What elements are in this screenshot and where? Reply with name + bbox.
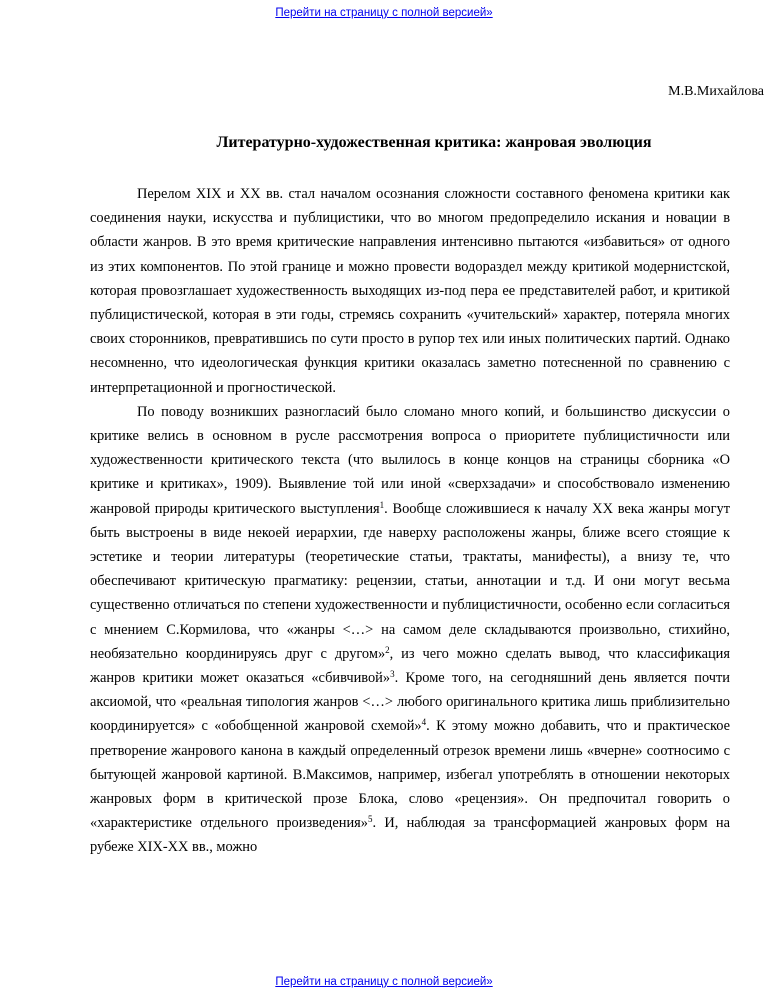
author-name: М.В.Михайлова [668,84,764,99]
paragraph-2-part-e: . К этому можно добавить, что и практическое претворение жанрового канона в каждый определенный отрезок времени лишь «вчерне» соотносимо с бытующей жанровой картиной. В.Максимов, например, избегал употреблять в отношении некоторых жанровых форм в критической прозе Блока, слово «рецензия». Он предпочитал говорить о «характеристике отдельного произведения» [90,718,731,832]
paragraph-2-part-b: . Вообще сложившиеся к началу XX века жанры могут быть выстроены в виде некоей иерархии, где наверху расположены жанры, ближе всего стоящие к эстетике и теории литературы (теоретические статьи, трактаты, манифесты), а внизу те, что обеспечивают критическую прагматику: рецензии, статьи, аннотации и т.д. И они могут весьма существенно отличаться по степени художественности и публицистичности, особенно если согласиться с мнением С.Кормилова, что «жанры <…> на самом деле складываются произвольно, стихийно, необязательно координируясь друг с другом» [90,500,730,662]
paragraph-2-part-a: По поводу возникших разногласий было сломано много копий, и большинство дискуссии о критике велись в основном в русле рассмотрения вопроса о приоритете публицистичности или художественности критического текста (что вылилось в конце концов на страницы сборника «О критике и критиках», 1909). Выявление той или иной «сверхзадачи» и способствовало изменению жанровой природы критического выступления [90,403,730,517]
document-title [0,133,768,153]
full-version-link-bottom[interactable]: Перейти на страницу с полной версией» [275,976,493,988]
full-version-link-top[interactable]: Перейти на страницу с полной версией» [275,7,493,19]
paragraph-2-part-c: , из чего можно сделать вывод, что классификация жанров критики может оказаться «сбивчивой» [90,645,730,687]
footnote-ref-5[interactable]: 5 [367,814,373,825]
paragraph-2-part-f: . И, наблюдая за трансформацией жанровых форм на рубеже XIX-XX вв., можно [90,815,730,856]
footnote-ref-3[interactable]: 3 [390,669,395,680]
document-body [90,182,730,860]
top-full-version-link-container [0,7,768,19]
paragraph-2 [90,400,730,860]
footnote-ref-2[interactable]: 2 [385,644,390,655]
footnote-ref-4[interactable]: 4 [421,717,427,728]
paragraph-1: Перелом XIX и XX вв. стал началом осознания сложности составного феномена критики как соединения науки, искусства и публицистики, что во многом предопределило искания и новации в области жанров. В это время критические направления интенсивно пытаются «избавиться» от одного из этих компонентов. По этой границе и можно провести водораздел между критикой модернистской, которая провозглашает художественность выходящих из-под пера ее представителей работ, и критикой публицистической, которая в эти годы, стремясь сохранить «учительский» характер, потеряла многих своих сторонников, превратившись по сути просто в рупор тех или иных политических партий. Однако несомненно, что идеологическая функция критики оказалась заметно потесненной по сравнению с интерпретационной и прогностической. [90,186,730,396]
bottom-full-version-link-container [0,976,768,988]
document-title-text: Литературно-художественная критика: жанровая эволюция [216,134,652,151]
footnote-ref-1[interactable]: 1 [379,499,385,510]
paragraph-2-part-d: . Кроме того, на сегодняшний день является почти аксиомой, что «реальная типология жанров <…> любого оригинального критика лишь приблизительно координируется» с «обобщенной жанровой схемой» [90,670,730,735]
